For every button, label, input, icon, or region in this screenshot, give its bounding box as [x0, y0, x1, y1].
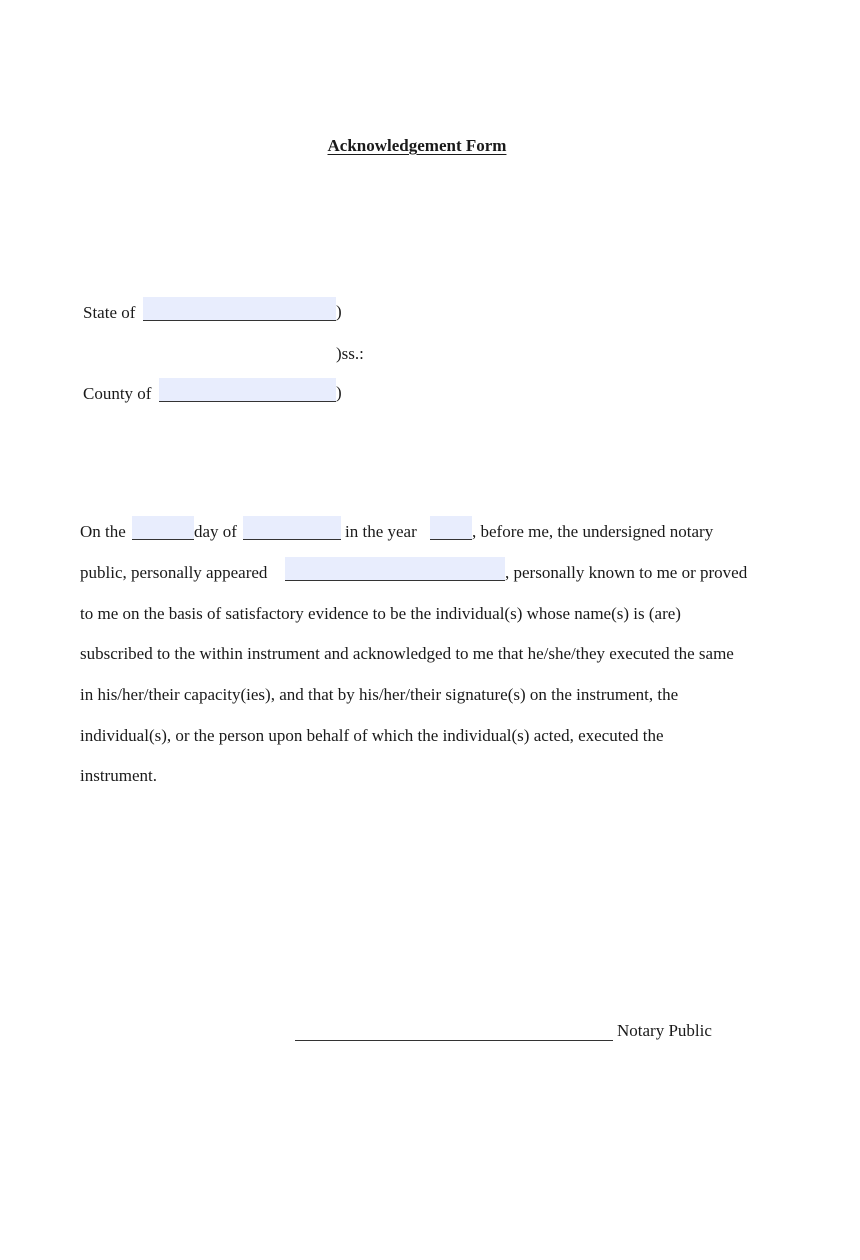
on-the-text: On the — [80, 522, 126, 541]
body-line-6: individual(s), or the person upon behalf of which the individual(s) acted, executed the — [80, 726, 664, 745]
state-close-paren: ) — [336, 302, 342, 321]
state-field[interactable] — [143, 297, 336, 321]
ss-label: )ss.: — [336, 344, 364, 363]
body-line-4: subscribed to the within instrument and acknowledged to me that he/she/they executed the same — [80, 644, 734, 663]
signature-line[interactable] — [295, 1040, 613, 1041]
county-close-paren: ) — [336, 383, 342, 402]
body-line-3: to me on the basis of satisfactory evidence to be the individual(s) whose name(s) is (are) — [80, 604, 681, 623]
public-appeared-text: public, personally appeared — [80, 563, 268, 582]
personally-known-text: , personally known to me or proved — [505, 563, 748, 582]
body-line-7: instrument. — [80, 766, 157, 785]
county-field[interactable] — [159, 378, 336, 402]
year-field[interactable] — [430, 516, 472, 540]
in-the-year-text: in the year — [345, 522, 417, 541]
state-label: State of — [83, 303, 136, 322]
notary-public-label: Notary Public — [617, 1021, 712, 1040]
form-title: Acknowledgement Form — [327, 136, 507, 155]
appeared-name-field[interactable] — [285, 557, 505, 581]
day-field[interactable] — [132, 516, 194, 540]
body-line-5: in his/her/their capacity(ies), and that by his/her/their signature(s) on the instrument, the — [80, 685, 679, 704]
month-field[interactable] — [243, 516, 341, 540]
day-of-text: day of — [194, 522, 237, 541]
before-me-text: , before me, the undersigned notary — [472, 522, 714, 541]
county-label: County of — [83, 384, 152, 403]
